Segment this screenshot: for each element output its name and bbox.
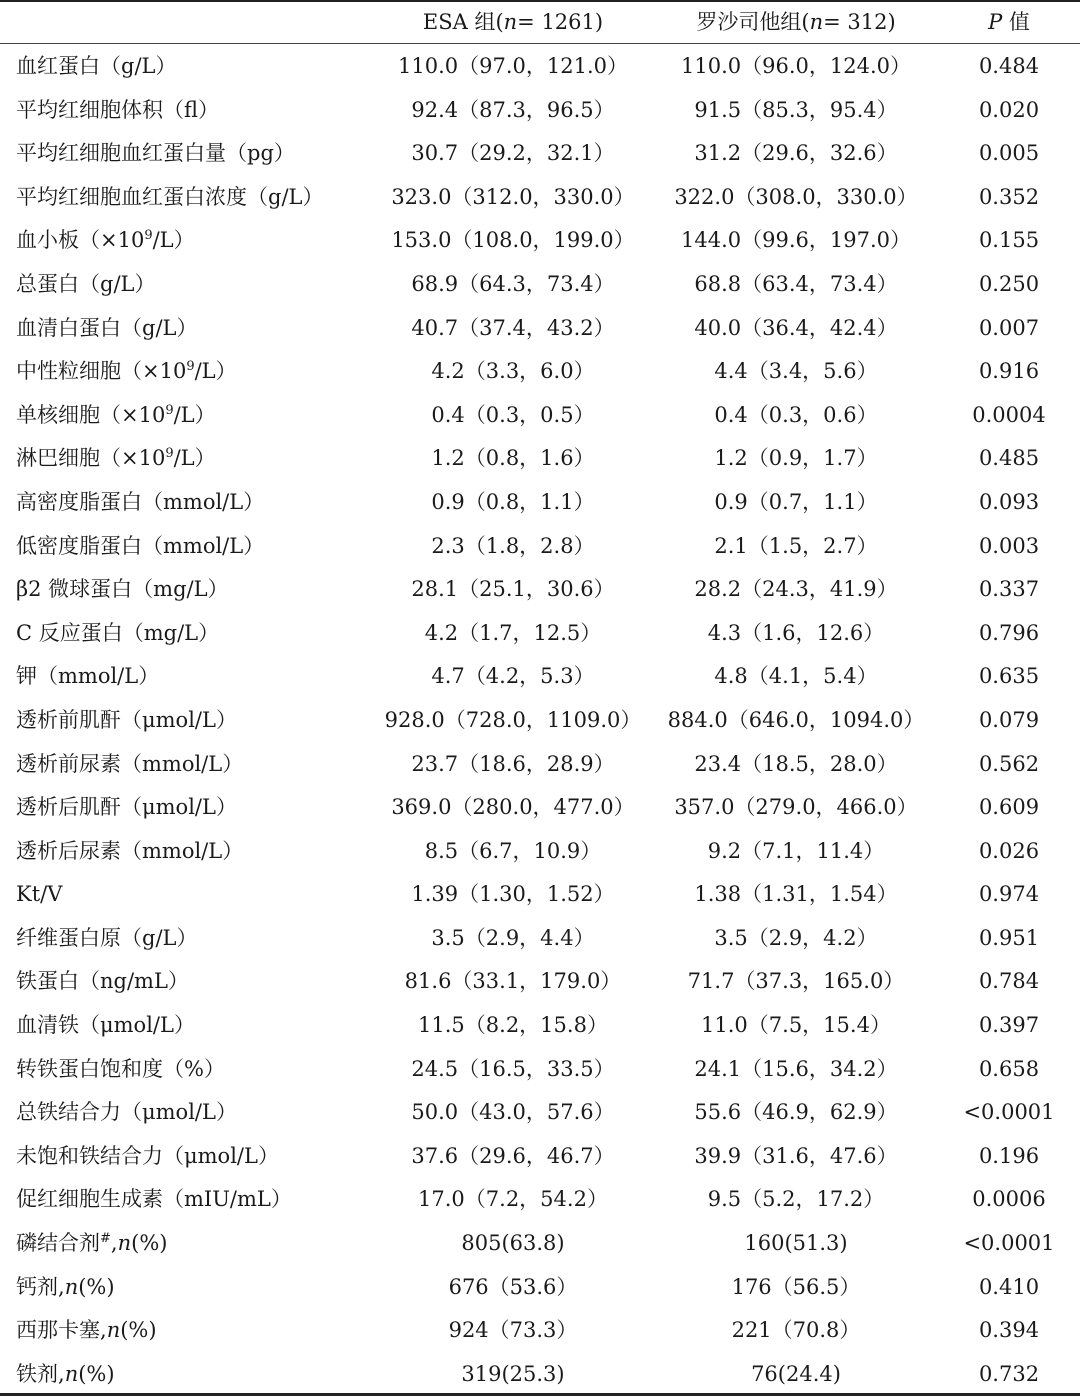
esa-value-cell: 23.7（18.6，28.9）: [411, 751, 615, 776]
p-value-cell: 0.635: [978, 664, 1040, 689]
row-label: [16, 786, 386, 830]
table-row: [0, 1353, 1080, 1397]
esa-value-cell: 924（73.3）: [448, 1318, 578, 1343]
roxadustat-value-cell: 221（70.8）: [731, 1318, 861, 1343]
header-esa-n-symbol: n: [503, 10, 518, 34]
p-value-cell: 0.093: [978, 489, 1040, 514]
row-label-text: 中性粒细胞（×10: [16, 359, 187, 384]
table-row: [0, 45, 1080, 89]
esa-value-cell: 369.0（280.0，477.0）: [391, 795, 635, 820]
esa-value-cell: 319(25.3): [461, 1361, 565, 1386]
row-label-text: 淋巴细胞（×10: [16, 446, 166, 471]
roxadustat-value-cell: 110.0（96.0，124.0）: [681, 54, 911, 78]
table-row: [0, 568, 1080, 612]
row-label-superscript: #: [100, 1231, 111, 1247]
row-label: [16, 219, 386, 263]
row-label-text: 总蛋白（g/L）: [16, 271, 156, 296]
row-label-text: 血红蛋白（g/L）: [16, 54, 177, 78]
p-value-cell: 0.732: [978, 1361, 1040, 1386]
table-row: [0, 1178, 1080, 1222]
p-value-cell: 0.796: [978, 620, 1040, 645]
roxadustat-value-cell: 2.1（1.5，2.7）: [714, 533, 878, 558]
table-row: [0, 219, 1080, 263]
p-value-cell: 0.026: [978, 838, 1040, 863]
esa-value-cell: 1.39（1.30，1.52）: [411, 882, 615, 907]
row-label: [16, 612, 386, 656]
row-label: [16, 176, 386, 220]
esa-value-cell: 50.0（43.0，57.6）: [411, 1100, 615, 1125]
table-body: [0, 45, 1080, 1396]
esa-value-cell: 3.5（2.9，4.4）: [431, 925, 595, 950]
p-value-cell: 0.974: [978, 882, 1040, 907]
table-row: [0, 1135, 1080, 1179]
esa-value-cell: 28.1（25.1，30.6）: [411, 577, 615, 602]
table-row: [0, 263, 1080, 307]
table-row: [0, 960, 1080, 1004]
row-label: [16, 394, 386, 438]
p-value-cell: 0.352: [978, 184, 1040, 209]
esa-value-cell: 4.7（4.2，5.3）: [431, 664, 595, 689]
row-label-text: 血清铁（μmol/L）: [16, 1013, 195, 1038]
header-rule: [0, 43, 1080, 44]
row-label-text: 总铁结合力（μmol/L）: [16, 1100, 237, 1125]
header-rox-label: 罗沙司他组(: [696, 10, 810, 34]
roxadustat-value-cell: 40.0（36.4，42.4）: [694, 315, 898, 340]
roxadustat-value-cell: 91.5（85.3，95.4）: [694, 97, 898, 122]
header-roxadustat-group: [660, 2, 932, 43]
roxadustat-value-cell: 31.2（29.6，32.6）: [694, 141, 898, 166]
esa-value-cell: 92.4（87.3，96.5）: [411, 97, 615, 122]
esa-value-cell: 81.6（33.1，179.0）: [404, 969, 622, 994]
roxadustat-value-cell: 3.5（2.9，4.2）: [714, 925, 878, 950]
p-value-cell: 0.155: [978, 228, 1040, 253]
table-row: [0, 655, 1080, 699]
table-row: [0, 132, 1080, 176]
row-label: [16, 89, 386, 133]
esa-value-cell: 37.6（29.6，46.7）: [411, 1143, 615, 1168]
p-value-cell: 0.784: [978, 969, 1040, 994]
row-label-superscript: 9: [186, 359, 195, 375]
roxadustat-value-cell: 1.2（0.9，1.7）: [714, 446, 878, 471]
p-value-cell: 0.003: [978, 533, 1040, 558]
p-value-cell: 0.562: [978, 751, 1040, 776]
table-row: [0, 830, 1080, 874]
roxadustat-value-cell: 24.1（15.6，34.2）: [694, 1056, 898, 1081]
roxadustat-value-cell: 0.9（0.7，1.1）: [714, 489, 878, 514]
p-value-cell: 0.658: [978, 1056, 1040, 1081]
header-p-symbol: P: [988, 10, 1003, 34]
p-value-cell: <0.0001: [963, 1231, 1055, 1256]
esa-value-cell: 68.9（64.3，73.4）: [411, 271, 615, 296]
row-label-text: 钾（mmol/L）: [16, 664, 160, 689]
p-value-cell: 0.410: [978, 1274, 1040, 1299]
table-row: [0, 786, 1080, 830]
esa-value-cell: 928.0（728.0，1109.0）: [384, 707, 642, 732]
row-label-text: Kt/V: [16, 882, 63, 907]
roxadustat-value-cell: 68.8（63.4，73.4）: [694, 271, 898, 296]
esa-value-cell: 323.0（312.0，330.0）: [391, 184, 635, 209]
table-row: [0, 481, 1080, 525]
esa-value-cell: 153.0（108.0，199.0）: [391, 228, 635, 253]
table-header: [0, 2, 1080, 43]
roxadustat-value-cell: 144.0（99.6，197.0）: [681, 228, 911, 253]
row-label-suffix: /L）: [173, 402, 216, 427]
esa-value-cell: 110.0（97.0，121.0）: [398, 54, 628, 78]
esa-value-cell: 0.9（0.8，1.1）: [431, 489, 595, 514]
roxadustat-value-cell: 23.4（18.5，28.0）: [694, 751, 898, 776]
row-label: [16, 1135, 386, 1179]
roxadustat-value-cell: 28.2（24.3，41.9）: [694, 577, 898, 602]
esa-value-cell: 40.7（37.4，43.2）: [411, 315, 615, 340]
esa-value-cell: 0.4（0.3，0.5）: [431, 402, 595, 427]
row-label-text: 铁蛋白（ng/mL）: [16, 969, 189, 994]
roxadustat-value-cell: 4.8（4.1，5.4）: [714, 664, 878, 689]
p-value-cell: 0.951: [978, 925, 1040, 950]
row-label: [16, 743, 386, 787]
header-esa-n-value: = 1261): [517, 10, 604, 34]
row-label-suffix: /L）: [194, 359, 237, 384]
row-label-suffix: /L）: [173, 446, 216, 471]
table-row: [0, 743, 1080, 787]
esa-value-cell: 676（53.6）: [448, 1274, 578, 1299]
row-label: [16, 481, 386, 525]
p-value-cell: 0.020: [978, 97, 1040, 122]
table-bottom-rule: [0, 1393, 1080, 1396]
table-row: [0, 176, 1080, 220]
roxadustat-value-cell: 9.2（7.1，11.4）: [707, 838, 885, 863]
row-label-text: 血清白蛋白（g/L）: [16, 315, 198, 340]
p-value-cell: 0.005: [978, 141, 1040, 166]
table-row: [0, 917, 1080, 961]
row-label-text: 平均红细胞血红蛋白浓度（g/L）: [16, 184, 324, 209]
roxadustat-value-cell: 4.3（1.6，12.6）: [707, 620, 885, 645]
p-value-cell: 0.007: [978, 315, 1040, 340]
table-row: [0, 437, 1080, 481]
p-value-cell: <0.0001: [963, 1100, 1055, 1125]
table-row: [0, 1222, 1080, 1266]
row-label-superscript: 9: [165, 402, 174, 418]
row-label: [16, 350, 386, 394]
table-row: [0, 1266, 1080, 1310]
roxadustat-value-cell: 76(24.4): [751, 1361, 841, 1386]
row-label: [16, 263, 386, 307]
row-label-text: 转铁蛋白饱和度（%）: [16, 1056, 225, 1081]
p-value-cell: 0.079: [978, 707, 1040, 732]
row-label: [16, 1309, 386, 1353]
roxadustat-value-cell: 9.5（5.2，17.2）: [707, 1187, 885, 1212]
row-label-text: 高密度脂蛋白（mmol/L）: [16, 489, 265, 514]
esa-value-cell: 30.7（29.2，32.1）: [411, 141, 615, 166]
table-row: [0, 89, 1080, 133]
roxadustat-value-cell: 160(51.3): [744, 1231, 848, 1256]
row-label-text: 透析后肌酐（μmol/L）: [16, 795, 237, 820]
row-label-suffix: ,n(%): [100, 1318, 157, 1343]
row-label-text: 平均红细胞体积（fl）: [16, 97, 220, 122]
header-esa-label: ESA 组(: [422, 10, 504, 34]
table-row: [0, 525, 1080, 569]
table-row: [0, 307, 1080, 351]
row-label: [16, 917, 386, 961]
row-label: [16, 830, 386, 874]
p-value-cell: 0.394: [978, 1318, 1040, 1343]
header-rox-n-value: = 312): [823, 10, 896, 34]
esa-value-cell: 17.0（7.2，54.2）: [418, 1187, 608, 1212]
header-rox-n-symbol: n: [809, 10, 824, 34]
row-label: [16, 307, 386, 351]
roxadustat-value-cell: 322.0（308.0，330.0）: [674, 184, 918, 209]
row-label-text: 西那卡塞: [16, 1318, 100, 1343]
row-label: [16, 1178, 386, 1222]
table-row: [0, 1048, 1080, 1092]
p-value-cell: 0.916: [978, 359, 1040, 384]
table-row: [0, 1309, 1080, 1353]
header-p-suffix: 值: [1002, 10, 1030, 34]
row-label-text: 纤维蛋白原（g/L）: [16, 925, 198, 950]
row-label: [16, 1353, 386, 1397]
row-label: [16, 655, 386, 699]
table-row: [0, 350, 1080, 394]
row-label: [16, 568, 386, 612]
row-label-text: 透析前肌酐（μmol/L）: [16, 707, 237, 732]
table-row: [0, 1004, 1080, 1048]
row-label: [16, 960, 386, 1004]
roxadustat-value-cell: 0.4（0.3，0.6）: [714, 402, 878, 427]
esa-value-cell: 805(63.8): [461, 1231, 565, 1256]
header-esa-group: [378, 2, 648, 43]
esa-value-cell: 24.5（16.5，33.5）: [411, 1056, 615, 1081]
row-label: [16, 1222, 386, 1266]
table-row: [0, 612, 1080, 656]
roxadustat-value-cell: 39.9（31.6，47.6）: [694, 1143, 898, 1168]
roxadustat-value-cell: 4.4（3.4，5.6）: [714, 359, 878, 384]
row-label-text: β2 微球蛋白（mg/L）: [16, 577, 229, 602]
row-label-suffix: /L）: [152, 228, 195, 253]
row-label-superscript: 9: [144, 228, 153, 244]
row-label: [16, 525, 386, 569]
roxadustat-value-cell: 357.0（279.0，466.0）: [674, 795, 918, 820]
row-label: [16, 873, 386, 917]
row-label-text: 透析前尿素（mmol/L）: [16, 751, 244, 776]
row-label-text: 促红细胞生成素（mIU/mL）: [16, 1187, 292, 1212]
table-row: [0, 873, 1080, 917]
row-label-text: 透析后尿素（mmol/L）: [16, 838, 244, 863]
row-label-text: 血小板（×10: [16, 228, 145, 253]
p-value-cell: 0.196: [978, 1143, 1040, 1168]
table-row: [0, 1091, 1080, 1135]
roxadustat-value-cell: 1.38（1.31，1.54）: [694, 882, 898, 907]
row-label-suffix: ,n(%): [58, 1274, 115, 1299]
p-value-cell: 0.609: [978, 795, 1040, 820]
row-label-text: 低密度脂蛋白（mmol/L）: [16, 533, 265, 558]
row-label-text: 铁剂: [16, 1361, 58, 1386]
esa-value-cell: 2.3（1.8，2.8）: [431, 533, 595, 558]
roxadustat-value-cell: 884.0（646.0，1094.0）: [667, 707, 925, 732]
esa-value-cell: 1.2（0.8，1.6）: [431, 446, 595, 471]
p-value-cell: 0.250: [978, 271, 1040, 296]
row-label: [16, 699, 386, 743]
row-label: [16, 132, 386, 176]
roxadustat-value-cell: 55.6（46.9，62.9）: [694, 1100, 898, 1125]
row-label: [16, 1091, 386, 1135]
p-value-cell: 0.485: [978, 446, 1040, 471]
row-label-superscript: 9: [165, 446, 174, 462]
row-label-suffix: ,n(%): [58, 1361, 115, 1386]
row-label-text: 未饱和铁结合力（μmol/L）: [16, 1143, 279, 1168]
roxadustat-value-cell: 176（56.5）: [731, 1274, 861, 1299]
table-row: [0, 699, 1080, 743]
table-row: [0, 394, 1080, 438]
header-p-value: [945, 2, 1073, 43]
row-label-text: C 反应蛋白（mg/L）: [16, 620, 220, 645]
row-label: [16, 1266, 386, 1310]
esa-value-cell: 4.2（1.7，12.5）: [424, 620, 602, 645]
row-label-text: 单核细胞（×10: [16, 402, 166, 427]
row-label-text: 钙剂: [16, 1274, 58, 1299]
p-value-cell: 0.484: [978, 54, 1040, 78]
esa-value-cell: 8.5（6.7，10.9）: [424, 838, 602, 863]
roxadustat-value-cell: 11.0（7.5，15.4）: [701, 1013, 891, 1038]
row-label: [16, 1048, 386, 1092]
row-label: [16, 1004, 386, 1048]
row-label-suffix: ,n(%): [110, 1231, 168, 1256]
p-value-cell: 0.397: [978, 1013, 1040, 1038]
row-label-text: 磷结合剂: [16, 1231, 100, 1256]
esa-value-cell: 4.2（3.3，6.0）: [431, 359, 595, 384]
roxadustat-value-cell: 71.7（37.3，165.0）: [687, 969, 905, 994]
p-value-cell: 0.0004: [972, 402, 1046, 427]
row-label: [16, 437, 386, 481]
esa-value-cell: 11.5（8.2，15.8）: [418, 1013, 608, 1038]
p-value-cell: 0.337: [978, 577, 1040, 602]
p-value-cell: 0.0006: [972, 1187, 1046, 1212]
row-label-text: 平均红细胞血红蛋白量（pg）: [16, 141, 295, 166]
row-label: [16, 45, 386, 89]
